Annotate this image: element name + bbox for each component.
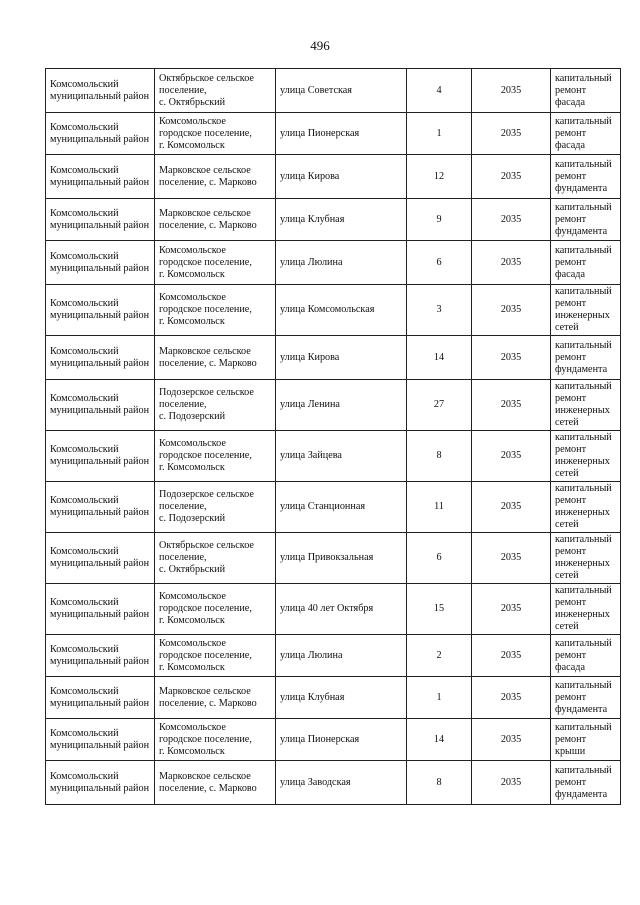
work-type-cell: капитальный ремонт крыши — [551, 719, 621, 761]
district-cell: Комсомольский муниципальный район — [46, 533, 155, 584]
house-number-cell: 6 — [407, 241, 472, 285]
district-cell: Комсомольский муниципальный район — [46, 482, 155, 533]
house-number-cell: 12 — [407, 155, 472, 199]
street-cell: улица Люлина — [276, 241, 407, 285]
work-type-cell: капитальный ремонт фундамента — [551, 336, 621, 380]
year-cell: 2035 — [472, 199, 551, 241]
table-row — [46, 69, 621, 113]
settlement-cell: Комсомольское городское поселение, г. Комсомольск — [155, 719, 276, 761]
settlement-cell: Подозерское сельское поселение, с. Подозерский — [155, 482, 276, 533]
table-row — [46, 482, 621, 533]
year-cell: 2035 — [472, 677, 551, 719]
street-cell: улица Комсомольская — [276, 285, 407, 336]
house-number-cell: 14 — [407, 719, 472, 761]
house-number-cell: 27 — [407, 380, 472, 431]
house-number-cell: 6 — [407, 533, 472, 584]
district-cell: Комсомольский муниципальный район — [46, 635, 155, 677]
house-number-cell: 1 — [407, 113, 472, 155]
district-cell: Комсомольский муниципальный район — [46, 199, 155, 241]
work-type-cell: капитальный ремонт инженерных сетей — [551, 482, 621, 533]
settlement-cell: Комсомольское городское поселение, г. Комсомольск — [155, 635, 276, 677]
house-number-cell: 14 — [407, 336, 472, 380]
settlement-cell: Марковское сельское поселение, с. Марково — [155, 336, 276, 380]
page-number: 496 — [310, 38, 330, 53]
house-number-cell: 4 — [407, 69, 472, 113]
street-cell: улица Привокзальная — [276, 533, 407, 584]
house-number-cell: 15 — [407, 584, 472, 635]
house-number-cell: 9 — [407, 199, 472, 241]
work-type-cell: капитальный ремонт инженерных сетей — [551, 533, 621, 584]
street-cell: улица Пионерская — [276, 113, 407, 155]
street-cell: улица Ленина — [276, 380, 407, 431]
district-cell: Комсомольский муниципальный район — [46, 380, 155, 431]
street-cell: улица Пионерская — [276, 719, 407, 761]
year-cell: 2035 — [472, 482, 551, 533]
year-cell: 2035 — [472, 285, 551, 336]
year-cell: 2035 — [472, 584, 551, 635]
work-type-cell: капитальный ремонт фасада — [551, 69, 621, 113]
table-row — [46, 431, 621, 482]
year-cell: 2035 — [472, 336, 551, 380]
street-cell: улица Станционная — [276, 482, 407, 533]
district-cell: Комсомольский муниципальный район — [46, 719, 155, 761]
year-cell: 2035 — [472, 533, 551, 584]
street-cell: улица Клубная — [276, 677, 407, 719]
street-cell: улица Кирова — [276, 155, 407, 199]
work-type-cell: капитальный ремонт инженерных сетей — [551, 380, 621, 431]
house-number-cell: 2 — [407, 635, 472, 677]
year-cell: 2035 — [472, 113, 551, 155]
street-cell: улица Зайцева — [276, 431, 407, 482]
work-type-cell: капитальный ремонт фундамента — [551, 677, 621, 719]
street-cell: улица Кирова — [276, 336, 407, 380]
work-type-cell: капитальный ремонт фундамента — [551, 761, 621, 805]
table-row — [46, 635, 621, 677]
table-row — [46, 584, 621, 635]
settlement-cell: Марковское сельское поселение, с. Марково — [155, 155, 276, 199]
work-type-cell: капитальный ремонт фасада — [551, 113, 621, 155]
district-cell: Комсомольский муниципальный район — [46, 113, 155, 155]
district-cell: Комсомольский муниципальный район — [46, 241, 155, 285]
street-cell: улица Люлина — [276, 635, 407, 677]
work-type-cell: капитальный ремонт фундамента — [551, 199, 621, 241]
year-cell: 2035 — [472, 69, 551, 113]
year-cell: 2035 — [472, 635, 551, 677]
settlement-cell: Октябрьское сельское поселение, с. Октябрьский — [155, 69, 276, 113]
settlement-cell: Комсомольское городское поселение, г. Комсомольск — [155, 431, 276, 482]
house-number-cell: 8 — [407, 431, 472, 482]
table-row — [46, 336, 621, 380]
settlement-cell: Комсомольское городское поселение, г. Комсомольск — [155, 584, 276, 635]
settlement-cell: Октябрьское сельское поселение, с. Октябрьский — [155, 533, 276, 584]
settlement-cell: Подозерское сельское поселение, с. Подозерский — [155, 380, 276, 431]
table-row — [46, 241, 621, 285]
work-type-cell: капитальный ремонт инженерных сетей — [551, 285, 621, 336]
table-row — [46, 285, 621, 336]
work-type-cell: капитальный ремонт инженерных сетей — [551, 431, 621, 482]
street-cell: улица Клубная — [276, 199, 407, 241]
year-cell: 2035 — [472, 241, 551, 285]
house-number-cell: 1 — [407, 677, 472, 719]
district-cell: Комсомольский муниципальный район — [46, 584, 155, 635]
street-cell: улица Заводская — [276, 761, 407, 805]
work-type-cell: капитальный ремонт фасада — [551, 241, 621, 285]
settlement-cell: Комсомольское городское поселение, г. Комсомольск — [155, 285, 276, 336]
house-number-cell: 8 — [407, 761, 472, 805]
year-cell: 2035 — [472, 431, 551, 482]
year-cell: 2035 — [472, 761, 551, 805]
district-cell: Комсомольский муниципальный район — [46, 336, 155, 380]
table-row — [46, 533, 621, 584]
table-row — [46, 677, 621, 719]
house-number-cell: 3 — [407, 285, 472, 336]
settlement-cell: Комсомольское городское поселение, г. Комсомольск — [155, 241, 276, 285]
settlement-cell: Комсомольское городское поселение, г. Комсомольск — [155, 113, 276, 155]
work-type-cell: капитальный ремонт инженерных сетей — [551, 584, 621, 635]
settlement-cell: Марковское сельское поселение, с. Марково — [155, 199, 276, 241]
housing-repair-table — [45, 68, 621, 805]
year-cell: 2035 — [472, 155, 551, 199]
house-number-cell: 11 — [407, 482, 472, 533]
settlement-cell: Марковское сельское поселение, с. Марково — [155, 761, 276, 805]
work-type-cell: капитальный ремонт фасада — [551, 635, 621, 677]
work-type-cell: капитальный ремонт фундамента — [551, 155, 621, 199]
table-row — [46, 113, 621, 155]
table-row — [46, 155, 621, 199]
table-row — [46, 719, 621, 761]
district-cell: Комсомольский муниципальный район — [46, 677, 155, 719]
district-cell: Комсомольский муниципальный район — [46, 761, 155, 805]
table-row — [46, 761, 621, 805]
district-cell: Комсомольский муниципальный район — [46, 431, 155, 482]
table-body — [46, 69, 621, 805]
year-cell: 2035 — [472, 380, 551, 431]
district-cell: Комсомольский муниципальный район — [46, 69, 155, 113]
year-cell: 2035 — [472, 719, 551, 761]
district-cell: Комсомольский муниципальный район — [46, 155, 155, 199]
district-cell: Комсомольский муниципальный район — [46, 285, 155, 336]
street-cell: улица 40 лет Октября — [276, 584, 407, 635]
street-cell: улица Советская — [276, 69, 407, 113]
table-row — [46, 380, 621, 431]
settlement-cell: Марковское сельское поселение, с. Марково — [155, 677, 276, 719]
table-row — [46, 199, 621, 241]
